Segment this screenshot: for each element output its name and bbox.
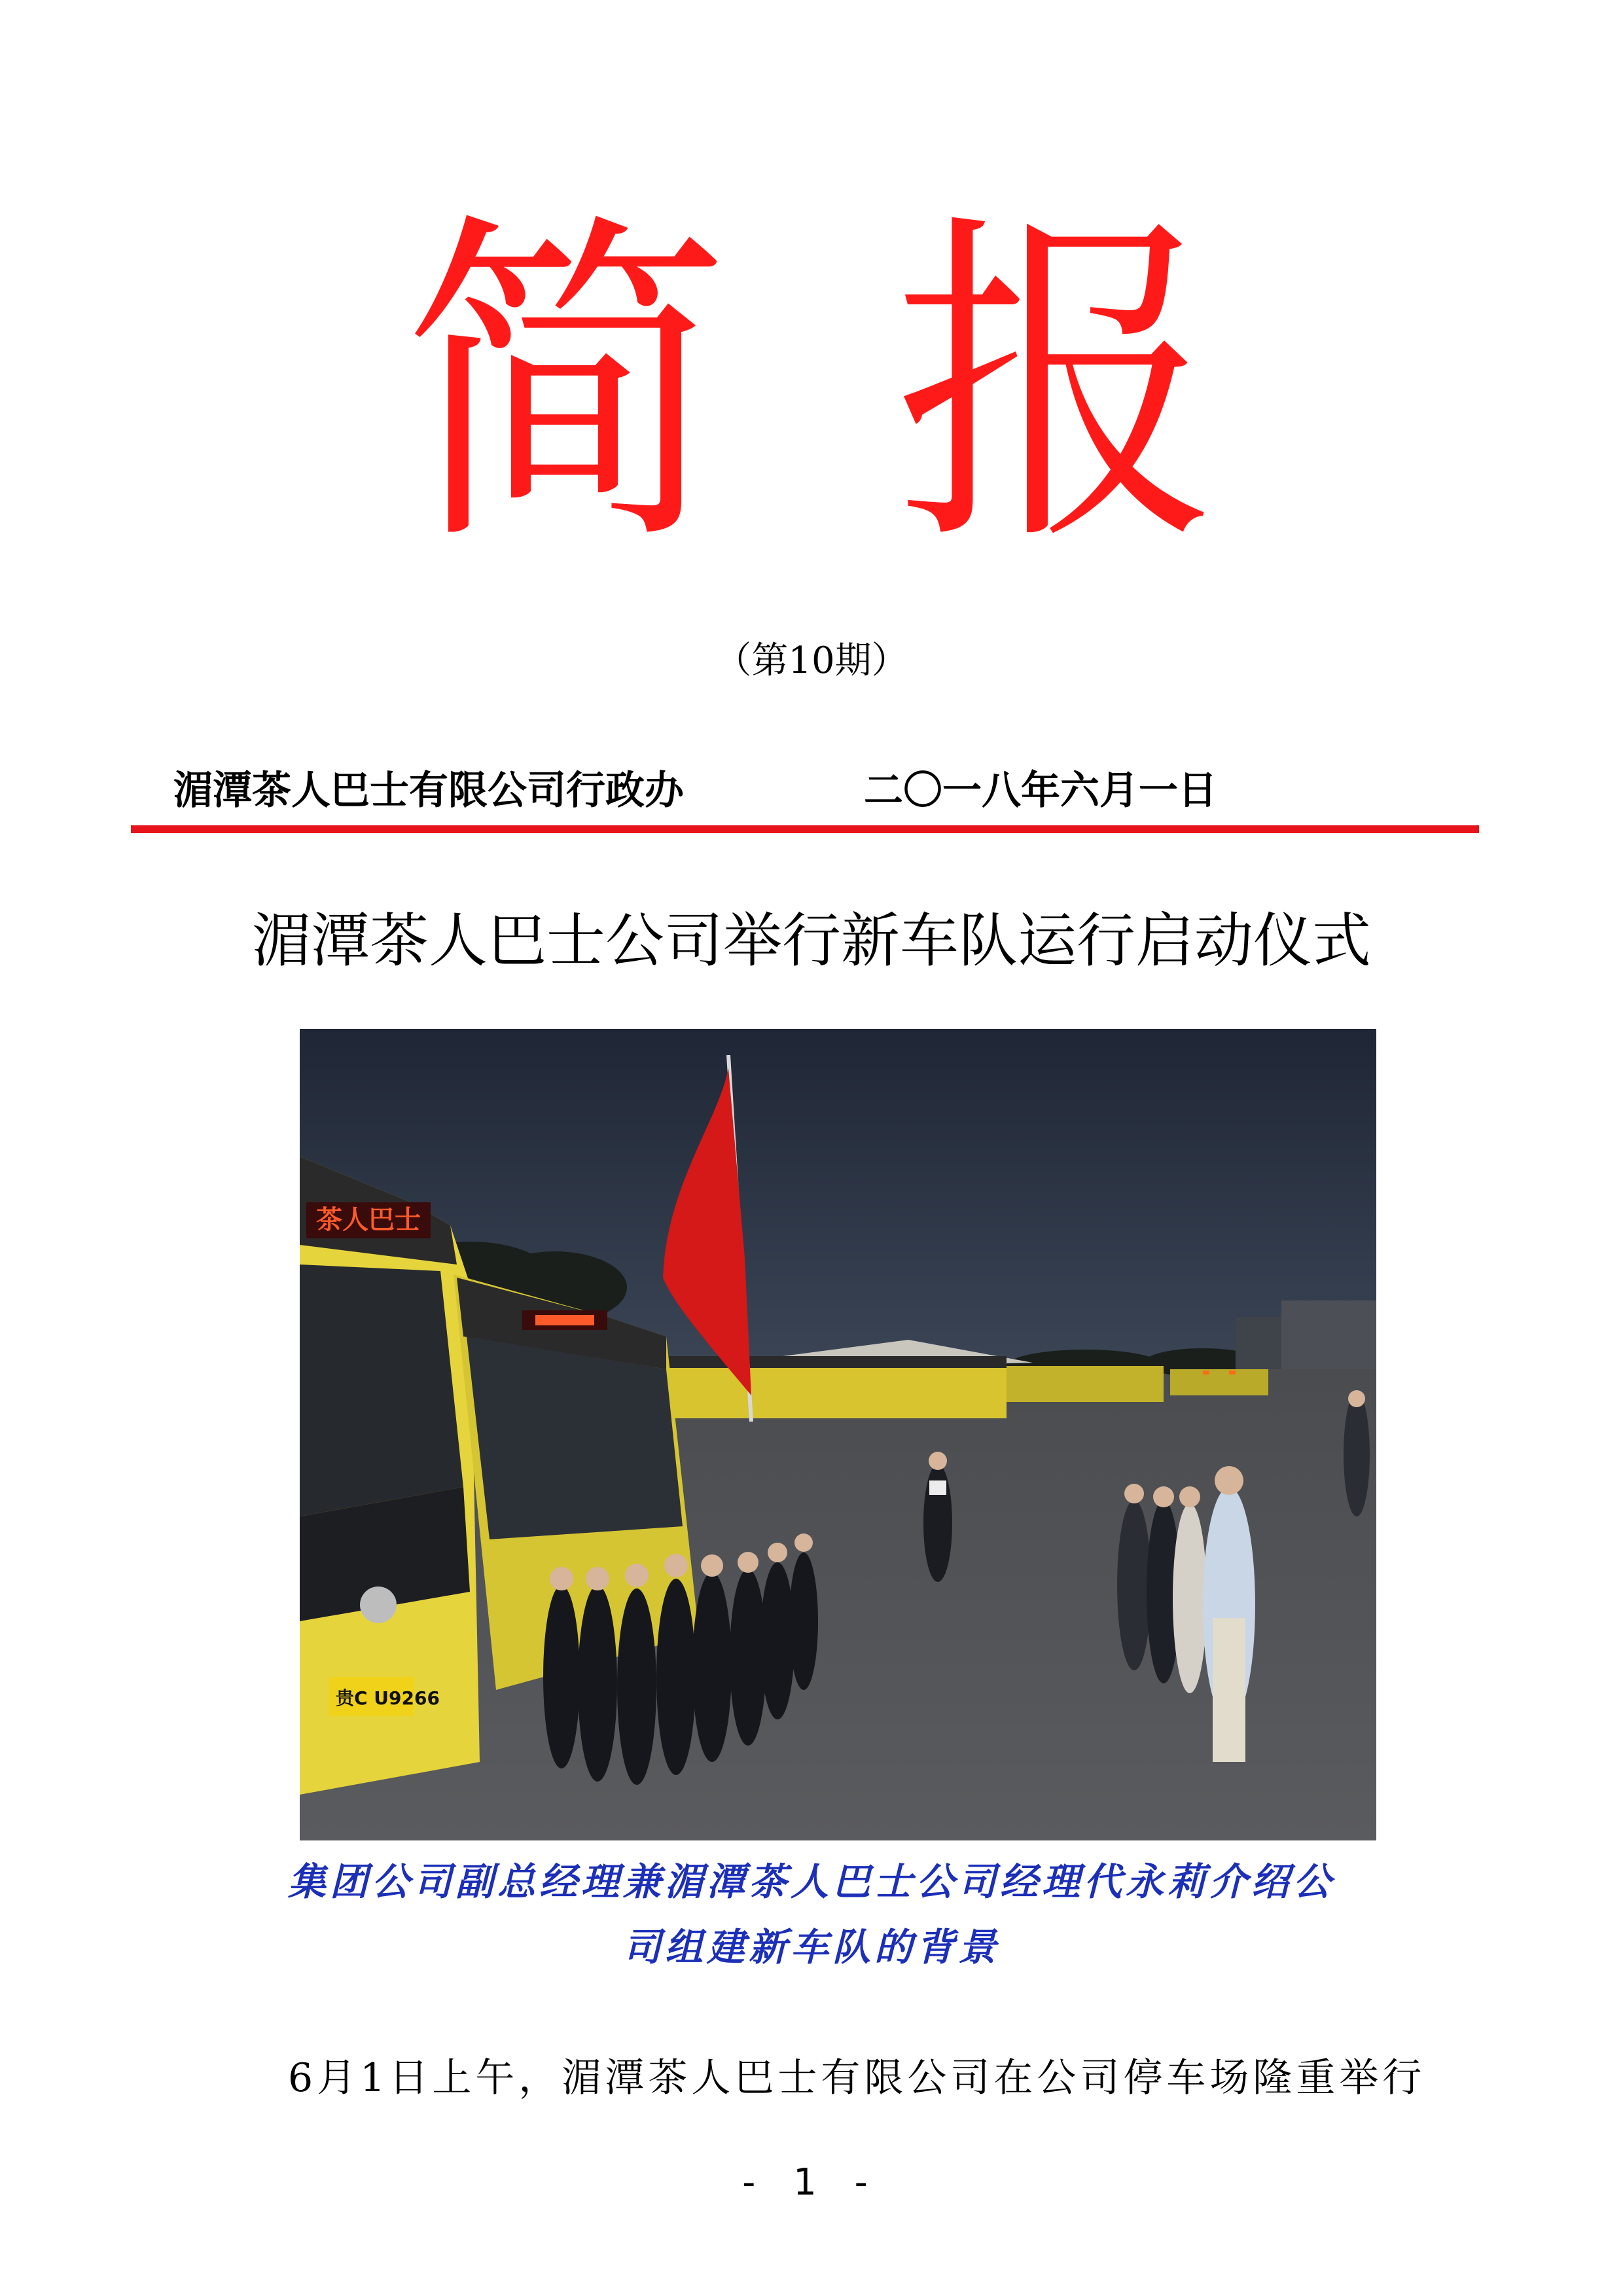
caption-line-2: 司组建新车队的背景 bbox=[622, 1925, 1000, 1969]
issue-date: 二〇一八年六月一日 bbox=[864, 768, 1217, 814]
body-paragraph: 6月1日上午，湄潭茶人巴士有限公司在公司停车场隆重举行 bbox=[288, 2055, 1426, 2101]
article-headline: 湄潭茶人巴士公司举行新车队运行启动仪式 bbox=[252, 906, 1371, 975]
masthead-title bbox=[0, 186, 1623, 586]
masthead-char-jian: 简 bbox=[402, 186, 730, 586]
license-plate: 贵C U9266 bbox=[336, 1687, 440, 1709]
issue-number: （第10期） bbox=[715, 639, 908, 682]
page-number: - 1 - bbox=[742, 2161, 881, 2204]
red-divider-rule bbox=[131, 825, 1479, 833]
photo-caption bbox=[0, 1849, 1623, 1980]
lead-bus bbox=[300, 1157, 480, 1795]
masthead-char-bao: 报 bbox=[893, 186, 1221, 586]
caption-line-1: 集团公司副总经理兼湄潭茶人巴士公司经理代永莉介绍公 bbox=[287, 1859, 1335, 1904]
issuer: 湄潭茶人巴士有限公司行政办 bbox=[173, 768, 684, 814]
news-photo bbox=[300, 1029, 1376, 1840]
bus-fleet-ceremony-illustration bbox=[300, 1029, 1376, 1840]
bus-destination-sign: 茶人巴士 bbox=[316, 1205, 421, 1235]
